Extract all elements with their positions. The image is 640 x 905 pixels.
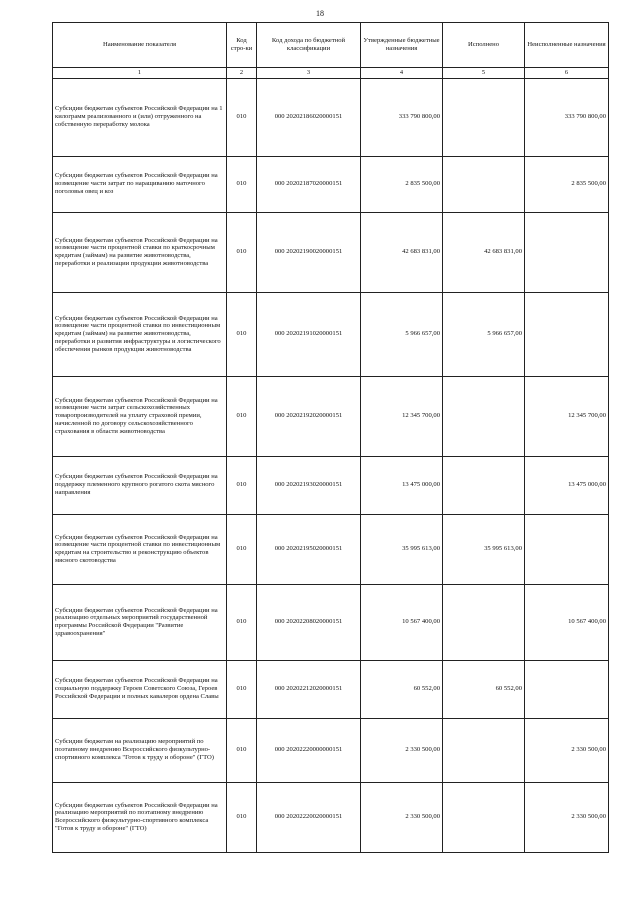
executed-amount: 60 552,00 [443, 660, 525, 718]
executed-amount [443, 376, 525, 456]
indicator-name: Субсидии бюджетам субъектов Российской Федерации на 1 килограмм реализованного и (или) отгруженного на собственную переработку молока [53, 78, 227, 156]
table-row [53, 514, 609, 584]
indicator-name: Субсидии бюджетам субъектов Российской Федерации на возмещение части затрат сельскохозяйственных товаропроизводителей на уплату страховой премии, начисленной по договору сельскохозяйственного страхования в области животноводства [53, 376, 227, 456]
approved-amount: 13 475 000,00 [361, 456, 443, 514]
unexecuted-amount [525, 212, 609, 292]
column-number: 1 [53, 68, 227, 79]
table-row [53, 660, 609, 718]
line-code: 010 [227, 782, 257, 852]
indicator-name: Субсидии бюджетам субъектов Российской Федерации на возмещение части процентной ставки по краткосрочным кредитам (займам) на развитие животноводства, переработки и реализации продукции животноводства [53, 212, 227, 292]
line-code: 010 [227, 212, 257, 292]
column-number: 6 [525, 68, 609, 79]
indicator-name: Субсидии бюджетам субъектов Российской Федерации на поддержку племенного крупного рогатого скота мясного направления [53, 456, 227, 514]
unexecuted-amount: 333 790 800,00 [525, 78, 609, 156]
income-code: 000 20202186020000151 [257, 78, 361, 156]
approved-amount: 5 966 657,00 [361, 292, 443, 376]
budget-report-table [52, 22, 609, 853]
line-code: 010 [227, 718, 257, 782]
line-code: 010 [227, 156, 257, 212]
income-code: 000 20202220000000151 [257, 718, 361, 782]
line-code: 010 [227, 584, 257, 660]
approved-amount: 2 330 500,00 [361, 718, 443, 782]
executed-amount [443, 718, 525, 782]
column-number-row [53, 68, 609, 79]
indicator-name: Субсидии бюджетам субъектов Российской Федерации на возмещение части процентной ставки по инвестиционным кредитам на строительство и реконструкцию объектов мясного скотоводства [53, 514, 227, 584]
approved-amount: 2 330 500,00 [361, 782, 443, 852]
executed-amount [443, 78, 525, 156]
income-code: 000 20202191020000151 [257, 292, 361, 376]
unexecuted-amount: 2 330 500,00 [525, 718, 609, 782]
income-code: 000 20202193020000151 [257, 456, 361, 514]
income-code: 000 20202190020000151 [257, 212, 361, 292]
approved-amount: 12 345 700,00 [361, 376, 443, 456]
table-row [53, 156, 609, 212]
income-code: 000 20202220020000151 [257, 782, 361, 852]
executed-amount [443, 456, 525, 514]
executed-amount [443, 584, 525, 660]
executed-amount: 42 683 831,00 [443, 212, 525, 292]
unexecuted-amount: 13 475 000,00 [525, 456, 609, 514]
executed-amount [443, 156, 525, 212]
indicator-name: Субсидии бюджетам субъектов Российской Федерации на социальную поддержку Героев Советского Союза, Героев Российской Федерации и полных кавалеров ордена Славы [53, 660, 227, 718]
unexecuted-amount [525, 660, 609, 718]
column-number: 5 [443, 68, 525, 79]
column-number: 3 [257, 68, 361, 79]
approved-amount: 60 552,00 [361, 660, 443, 718]
line-code: 010 [227, 78, 257, 156]
unexecuted-amount [525, 514, 609, 584]
income-code: 000 20202192020000151 [257, 376, 361, 456]
executed-amount: 35 995 613,00 [443, 514, 525, 584]
unexecuted-amount: 2 330 500,00 [525, 782, 609, 852]
indicator-name: Субсидии бюджетам на реализацию мероприятий по поэтапному внедрению Всероссийского физкультурно-спортивного комплекса "Готов к труду и обороне" (ГТО) [53, 718, 227, 782]
approved-amount: 10 567 400,00 [361, 584, 443, 660]
line-code: 010 [227, 292, 257, 376]
unexecuted-amount: 10 567 400,00 [525, 584, 609, 660]
indicator-name: Субсидии бюджетам субъектов Российской Федерации на реализацию мероприятий по поэтапному внедрению Всероссийского физкультурно-спортивного комплекса "Готов к труду и обороне" (ГТО) [53, 782, 227, 852]
income-code: 000 20202212020000151 [257, 660, 361, 718]
line-code: 010 [227, 456, 257, 514]
income-code: 000 20202195020000151 [257, 514, 361, 584]
unexecuted-amount: 2 835 500,00 [525, 156, 609, 212]
indicator-name: Субсидии бюджетам субъектов Российской Федерации на реализацию отдельных мероприятий государственной программы Российской Федерации "Развитие здравоохранения" [53, 584, 227, 660]
table-row [53, 292, 609, 376]
table-row [53, 212, 609, 292]
table-row [53, 718, 609, 782]
indicator-name: Субсидии бюджетам субъектов Российской Федерации на возмещение части процентной ставки по инвестиционным кредитам (займам) на развитие животноводства, переработки и развития инфраструктуры и логистического обеспечения рынков продукции животноводства [53, 292, 227, 376]
header-row [53, 23, 609, 68]
header-approved: Утвержденные бюджетные назначения [361, 23, 443, 68]
table-row [53, 376, 609, 456]
table-row [53, 584, 609, 660]
approved-amount: 35 995 613,00 [361, 514, 443, 584]
executed-amount [443, 782, 525, 852]
table-row [53, 78, 609, 156]
income-code: 000 20202208020000151 [257, 584, 361, 660]
approved-amount: 333 790 800,00 [361, 78, 443, 156]
line-code: 010 [227, 514, 257, 584]
executed-amount: 5 966 657,00 [443, 292, 525, 376]
header-unexecuted: Неисполненные назначения [525, 23, 609, 68]
approved-amount: 42 683 831,00 [361, 212, 443, 292]
header-line-code: Код стро-ки [227, 23, 257, 68]
table-row [53, 456, 609, 514]
line-code: 010 [227, 376, 257, 456]
header-indicator-name: Наименование показателя [53, 23, 227, 68]
header-income-code: Код дохода по бюджетной классификации [257, 23, 361, 68]
income-code: 000 20202187020000151 [257, 156, 361, 212]
table-row [53, 782, 609, 852]
header-executed: Исполнено [443, 23, 525, 68]
column-number: 4 [361, 68, 443, 79]
unexecuted-amount: 12 345 700,00 [525, 376, 609, 456]
indicator-name: Субсидии бюджетам субъектов Российской Федерации на возмещение части затрат по наращиванию маточного поголовья овец и коз [53, 156, 227, 212]
column-number: 2 [227, 68, 257, 79]
page-number: 18 [316, 9, 324, 18]
unexecuted-amount [525, 292, 609, 376]
approved-amount: 2 835 500,00 [361, 156, 443, 212]
line-code: 010 [227, 660, 257, 718]
